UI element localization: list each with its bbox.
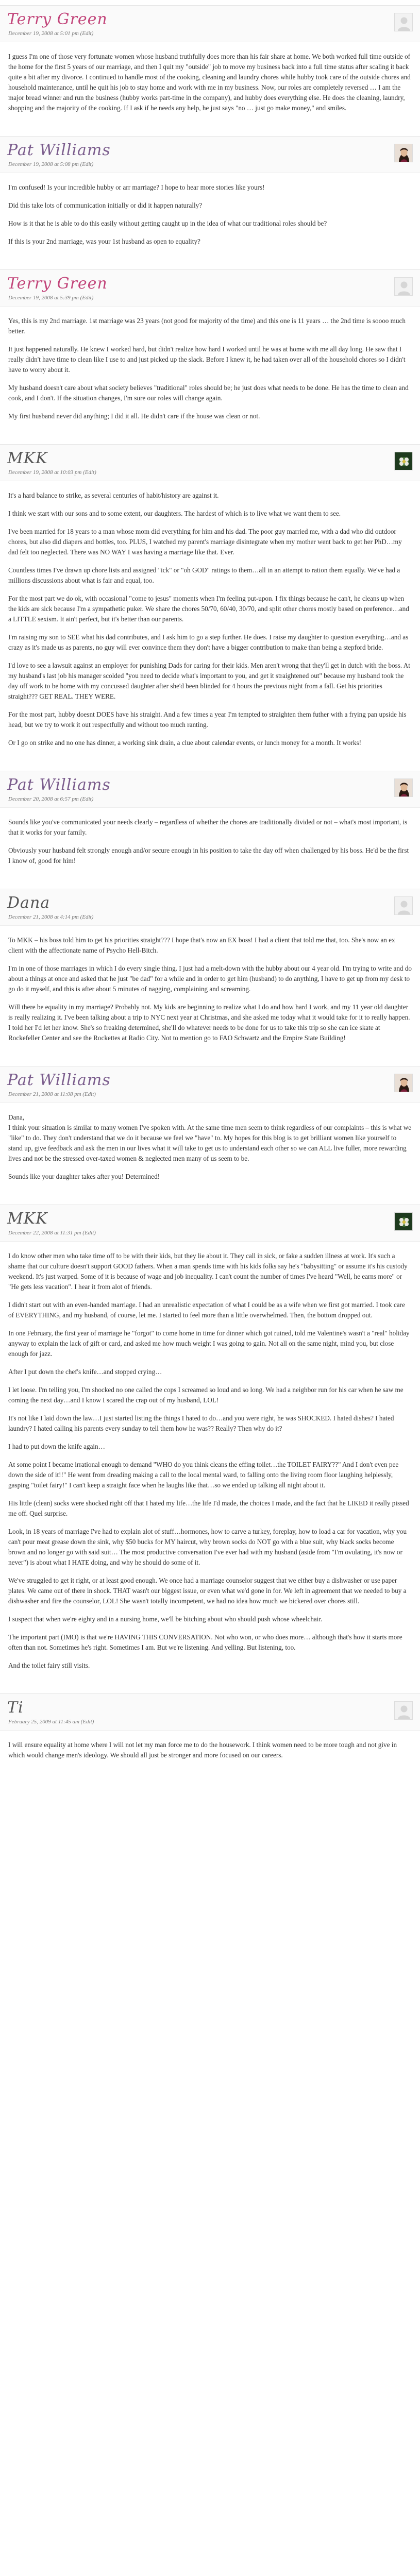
comment-paragraph: My husband doesn't care about what society believes "traditional" roles should be; he just does what needs to be done. He has the time to clean and cook, and I don't. If the situation changes, I'm sure our roles will change again.	[8, 384, 409, 402]
comment-header	[0, 444, 420, 481]
comment-date[interactable]: February 25, 2009 at 11:45 am (Edit)	[8, 1719, 94, 1725]
comment-header	[0, 1693, 420, 1731]
comment-paragraph: I think we start with our sons and to some extent, our daughters. The hardest of which is to live what we want them to see.	[8, 510, 341, 517]
comment-date[interactable]: December 19, 2008 at 5:01 pm (Edit)	[8, 30, 94, 37]
comment-author[interactable]: Dana	[7, 894, 51, 912]
comment-header	[0, 1066, 420, 1103]
comment	[0, 444, 420, 756]
comment-paragraph: I'm raising my son to SEE what his dad contributes, and I ask him to go a step further. He does. I raise my daughter to question everything…and as crazy as it's made us as parents, no guy will ever convince them they don't have a bigger contribution to make than being a stepford bride.	[8, 633, 409, 651]
comment	[0, 771, 420, 874]
avatar-blank-icon	[395, 1702, 413, 1720]
comment-paragraph: Did this take lots of communication initially or did it happen naturally?	[8, 201, 203, 209]
comment-body	[0, 1242, 420, 1679]
comment-paragraph: Or I go on strike and no one has dinner, a working sink drain, a clue about calendar events, or lunch money for a month. It works!	[8, 739, 362, 747]
comment-author[interactable]: Terry Green	[7, 275, 108, 293]
comment-body	[0, 173, 420, 255]
comment-paragraph: To MKK – his boss told him to get his priorities straight??? I hope that's now an EX boss! I had a client that told me that, too. She's now an ex client with the affectionate name of Psycho Hell-Bitch.	[8, 936, 395, 954]
comment-paragraph: I guess I'm one of those very fortunate women whose husband truthfully does more than his fair share at home. We both worked full time outside of the home for the first 5 years of our marriage, and then I quit my "outside" job to move my business back into a full time status after scaling it back quite a bit after my divorce. I continued to handle most of the cooking, cleaning and laundry chores while hubby took care of the outside chores and household maintenance, until he quit his job to stay home and work with me in my business. Now, our roles are completely reversed … I am the major bread winner and run the business (hubby works part-time in the company), and hubby does everything else. He does the cleaning, laundry, shopping and the majority of the cooking. If I ask if he needs any help, he just says "no … just go make money," and smiles.	[8, 53, 411, 112]
avatar-blank-icon	[395, 278, 413, 296]
comment-body	[0, 42, 420, 122]
comment-paragraph: It's a hard balance to strike, as several centuries of habit/history are against it.	[8, 492, 219, 499]
comment-paragraph: Obviously your husband felt strongly enough and/or secure enough in his position to take the day off when challenged by his boss. He'd be the first I know of, good for him!	[8, 846, 409, 865]
comment-paragraph: I'd love to see a lawsuit against an employer for punishing Dads for caring for their kids. Men aren't wrong that they'll get in dutch with the boss. At my husband's last job his manager scolded "you need to decide what's important to you, and get it straightened out" because my husband took the day off work to be home with my concussed daughter after she'd been blinded for 4 hours the previous night from a fall. Get his priorities straight??? GET REAL. THEY WERE.	[8, 662, 410, 700]
comment-date[interactable]: December 21, 2008 at 4:14 pm (Edit)	[8, 914, 94, 920]
comment-body	[0, 481, 420, 756]
comment	[0, 5, 420, 122]
avatar-woman-icon	[395, 779, 413, 797]
avatar	[394, 1701, 413, 1720]
comment-paragraph: Sounds like your daughter takes after you! Determined!	[8, 1173, 160, 1180]
comment-paragraph: We've struggled to get it right, or at least good enough. We once had a marriage counselor suggest that we either buy a dishwasher or use paper plates. We came out of there in shock. THAT wasn't our biggest issue, or even what we'd gone in for. We left in agreement that we needed to buy a dishwasher and fire the counselor, LOL! She wasn't totally incompetent, we had no idea how much we bickered over chores still.	[8, 1577, 407, 1605]
comment-body	[0, 1731, 420, 1769]
avatar-flower-icon	[395, 452, 413, 470]
avatar	[394, 277, 413, 296]
comment-date[interactable]: December 22, 2008 at 11:31 pm (Edit)	[8, 1230, 96, 1236]
comment-paragraph: I've been married for 18 years to a man whose mom did everything for him and his dad. The poor guy married me, with a dad who did outdoor chores, but also did diapers and bottles, too. PLUS, I watched my parent's marriage disintegrate when my mother went back to get her PhD…my dad felt too neglected. There was NO WAY I was having a marriage like that. Ever.	[8, 528, 402, 556]
comment-paragraph: I will ensure equality at home where I will not let my man force me to do the housework. I think women need to be more tough and not give in which would change men's ideology. We should all just be stronger and more focused on our careers.	[8, 1741, 397, 1759]
comment-paragraph: I suspect that when we're eighty and in a nursing home, we'll be bitching about who should push whose wheelchair.	[8, 1615, 323, 1623]
avatar	[394, 452, 413, 470]
comment-author[interactable]: Pat Williams	[7, 776, 111, 794]
avatar	[394, 13, 413, 31]
comment-paragraph: I do know other men who take time off to be with their kids, but they lie about it. They call in sick, or fake a sudden illness at work. It's such a shame that our culture doesn't support GOOD fathers. When a man spends time with his kids folks say he's "babysitting" or assume it's his custody weekend. It's just warped. Some of it is because of wage and job inequality. I can't count the number of times I've heard "Well, he earns more" or "He gets less vacation". I hear it from alot of friends.	[8, 1252, 408, 1291]
comment-paragraph: And the toilet fairy still visits.	[8, 1662, 90, 1669]
comment-paragraph: If this is your 2nd marriage, was your 1st husband as open to equality?	[8, 238, 200, 245]
comment-header	[0, 269, 420, 307]
comment-date[interactable]: December 20, 2008 at 6:57 pm (Edit)	[8, 796, 94, 802]
comment-body	[0, 808, 420, 874]
comment-header	[0, 5, 420, 42]
comment-paragraph: I'm in one of those marriages in which I do every single thing. I just had a melt-down with the hubby about our 4 year old. I'm trying to write and do about a things at once and asked that he just "be dad" for a while and in order to get him (husband) to do anything, I have to get up from my desk to go do it myself, and this is after about 5 minutes of nagging, complaining and screaming.	[8, 964, 412, 993]
comment-header	[0, 889, 420, 926]
comment-paragraph: His little (clean) socks were shocked right off that I hated my life…the life I'd made, the choices I made, and the fact that he LIKED it really pissed me off. Quel surprise.	[8, 1499, 409, 1517]
comment-body	[0, 926, 420, 1052]
avatar-blank-icon	[395, 897, 413, 915]
comment-paragraph: I let loose. I'm telling you, I'm shocked no one called the cops I screamed so loud and so long. We had a neighbor run for his car when he saw me coming the next day…and I know I scared the crap out of my husband, LOL!	[8, 1386, 404, 1404]
avatar-woman-icon	[395, 1074, 413, 1092]
comment-paragraph: Will there be equality in my marriage? Probably not. My kids are beginning to realize what I do and how hard I work, and my 11 year old daughter is really realizing it. I've been talking about a trip to NYC next year at Christmas, and she asked me today what it would take for it to really happen. I told her I'd let her know. She's so freaking determined, she'll do whatever needs to be done for us to take this trip so she can ice skate at Rockefeller Center and see the Rockettes at Radio City. Not to mention go to FAO Schwartz and the Empire State Building!	[8, 1003, 410, 1042]
comment-paragraph: I'm confused! Is your incredible hubby or arr marriage? I hope to hear more stories like yours!	[8, 183, 265, 191]
comment-author[interactable]: Pat Williams	[7, 1071, 111, 1089]
comment-date[interactable]: December 19, 2008 at 10:03 pm (Edit)	[8, 469, 96, 476]
comment-paragraph: Countless times I've drawn up chore lists and assigned "ick" or "oh GOD" ratings to them…all in an attempt to ration them equally. We've had a millions discussions about what is fair and equal, too.	[8, 566, 400, 584]
comment-paragraph: After I put down the chef's knife…and stopped crying…	[8, 1368, 162, 1376]
comment-header	[0, 1205, 420, 1242]
comment	[0, 1066, 420, 1190]
comment	[0, 1693, 420, 1769]
comment-author[interactable]: Pat Williams	[7, 141, 111, 159]
comment-paragraph: I didn't start out with an even-handed marriage. I had an unrealistic expectation of what I could be as a wife when we first got married. I took care of EVERYTHING, and my husband, of course, let me. I started to feel more than a little overwhelmed. Then, the bottom dropped out.	[8, 1301, 405, 1319]
comment-author[interactable]: Terry Green	[7, 10, 108, 28]
comment-paragraph: I had to put down the knife again…	[8, 1443, 105, 1450]
comment-paragraph: It's not like I laid down the law…I just started listing the things I hated to do…and you were right, he was SHOCKED. I hated dishes? I hated laundry? I hated calling his parents every sunday to tell them how he was?? Really? Then why do it?	[8, 1414, 394, 1432]
comment-header	[0, 136, 420, 173]
comment-body	[0, 1103, 420, 1190]
comment-paragraph: Yes, this is my 2nd marriage. 1st marriage was 23 years (not good for majority of the time) and this one is 11 years … the 2nd time is soooo much better.	[8, 317, 406, 335]
comment-paragraph: Dana, I think your situation is similar to many women I've spoken with. At the same time men seem to think regardless of our complaints – this is what we "like" to do. They don't understand that we do it because we feel we "have" to. My hopes for this blog is to get brilliant women like yourself to stand up, give feedback and ask the men in our lives what it will take to get us to understand each other so we can ALL live fuller, more rewarding lives and not be the stressed over-taxed women & neglected men many of us seem to be.	[8, 1113, 412, 1162]
avatar-blank-icon	[395, 13, 413, 31]
comment-date[interactable]: December 19, 2008 at 5:08 pm (Edit)	[8, 161, 94, 167]
comment-paragraph: Look, in 18 years of marriage I've had to explain alot of stuff…hormones, how to carve a turkey, foreplay, how to load a car for vacation, why you can't pour meat grease down the sink, why $50 bucks for MY haircut, why brown socks do NOT go with a blue suit, why black socks become brown and no longer go with said suit… The most productive conversation I've ever had with my husband (aside from "I'm ovulating, it's now or never") is about what I HATE doing, and why he should do some of it.	[8, 1528, 407, 1566]
comment-paragraph: Sounds like you've communicated your needs clearly – regardless of whether the chores are traditionally divided or not – what's most important, is that it works for your family.	[8, 818, 408, 836]
comment-paragraph: At some point I became irrational enough to demand "WHO do you think cleans the effing toilet…the TOILET FAIRY??" And I don't even pee down the side of it!!" He went from dreading making a call to the local mental ward, to falling onto the living room floor laughing helplessly, gasping "toilet fairy!" I can't keep a straight face when he laughs like that…so we ended up talking all night about it.	[8, 1461, 399, 1489]
avatar	[394, 144, 413, 162]
comment-date[interactable]: December 19, 2008 at 5:39 pm (Edit)	[8, 295, 94, 301]
comment	[0, 889, 420, 1052]
comment-author[interactable]: Ti	[7, 1699, 24, 1717]
comment	[0, 136, 420, 255]
comment-paragraph: How is it that he is able to do this easily without getting caught up in the idea of what our traditional roles should be?	[8, 219, 327, 227]
comment-paragraph: For the most part, hubby doesnt DOES have his straight. And a few times a year I'm tempted to straighten them futher with a frying pan upside his head, but we try to work it out respectfully and without too much ranting.	[8, 710, 407, 728]
avatar	[394, 1074, 413, 1092]
avatar	[394, 778, 413, 797]
comment-body	[0, 307, 420, 430]
avatar-woman-icon	[395, 144, 413, 162]
comment-author[interactable]: MKK	[7, 1210, 48, 1228]
comment-paragraph: The important part (IMO) is that we're HAVING THIS CONVERSATION. Not who won, or who does more… although that's how it starts more often than not. Sometimes he's right. Sometimes I am. But we're listening. And yelling. But listening, too.	[8, 1633, 402, 1651]
avatar	[394, 896, 413, 915]
comment	[0, 1205, 420, 1679]
comment	[0, 269, 420, 430]
comment-header	[0, 771, 420, 808]
comment-paragraph: For the most part we do ok, with occasional "come to jesus" moments when I'm feeling put-upon. I fix things because he can't, he cleans up when the kids are sick because I'm a sympathetic puker. We share the chores 50/70, 60/40, 30/70, and split other chores mostly based on preference…and a LITTLE sexism. It ain't perfect, but it's better than our parents.	[8, 595, 409, 623]
comment-date[interactable]: December 21, 2008 at 11:08 pm (Edit)	[8, 1091, 96, 1097]
comment-paragraph: In one February, the first year of marriage he "forgot" to come home in time for dinner which got ruined, told me Valentine's wasn't a "real" holiday anyway to explain the lack of gift or card, and asked me how much weight I was going to gain. Not all on the same night, mind you, but close enough for jazz.	[8, 1329, 410, 1358]
comment-paragraph: It just happened naturally. He knew I worked hard, but didn't realize how hard I worked until he was at home with me all day long. He saw that I really didn't have time to clean like I use to and just picked up the slack. Before I knew it, he had taken over all of the household chores so I didn't have to worry about it.	[8, 345, 406, 374]
comment-paragraph: My first husband never did anything; I did it all. He didn't care if the house was clean or not.	[8, 412, 260, 420]
avatar	[394, 1212, 413, 1231]
comment-author[interactable]: MKK	[7, 449, 48, 467]
avatar-flower-icon	[395, 1213, 413, 1231]
